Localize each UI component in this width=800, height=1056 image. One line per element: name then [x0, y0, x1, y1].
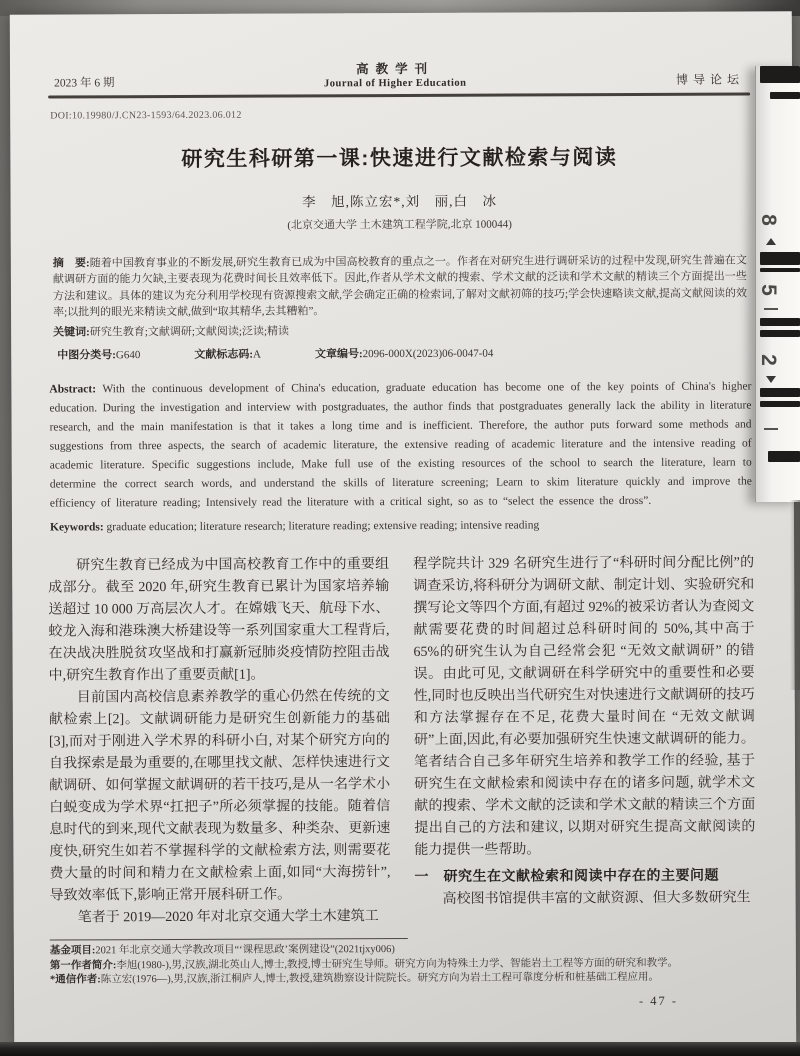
ruler	[755, 66, 800, 502]
journal-column: 博导论坛	[675, 72, 745, 87]
section-heading-1: 一 研究生在文献检索和阅读中存在的主要问题	[414, 866, 720, 884]
abstract-cn	[53, 252, 747, 321]
ruler-band	[760, 330, 800, 337]
clc-number: 中图分类号:G640	[57, 348, 141, 362]
abstract-en	[49, 377, 752, 513]
ruler-triangle-icon	[766, 238, 776, 245]
right-column	[413, 552, 756, 927]
ruler-band	[760, 401, 800, 407]
article-title: 研究生科研第一课:快速进行文献检索与阅读	[181, 145, 618, 171]
ruler-tick	[764, 308, 778, 310]
footnote-rule	[50, 937, 408, 940]
author-affiliation: (北京交通大学 土木建筑工程学院,北京 100044)	[287, 218, 512, 232]
keywords-en	[50, 518, 752, 533]
author-list: 李 旭,陈立宏*,刘 丽,白 冰	[302, 193, 498, 209]
left-column	[48, 554, 391, 929]
corresponding-author-bio: *通信作者:陈立宏(1976—),男,汉族,浙江桐庐人,博士,教授,建筑勘察设计院院长。研究方向为岩土工程可靠度分析和桩基础工程应用。	[49, 971, 659, 986]
journal-name-cn: 高教学刊	[356, 61, 435, 77]
abstract-cn-label: 摘 要:	[52, 256, 90, 270]
keywords-cn-label: 关键词:	[53, 325, 90, 339]
ruler-band	[768, 451, 800, 462]
ruler-number-2: 2	[756, 354, 780, 366]
doi-line: DOI:10.19980/J.CN23-1593/64.2023.06.012	[50, 109, 242, 122]
journal-header	[46, 57, 752, 90]
header-rule	[48, 92, 750, 98]
body-text	[48, 552, 756, 929]
paragraph-survey-continued: 程学院共计 329 名研究生进行了“科研时间分配比例”的调查采访,将科研分为调研文献、制定计划、实验研究和撰写论文等四个方面,有超过 92%的被采访者认为查阅文献需要花费的时间超过总科研时间的 50%,其中高于 65%的研究生认为自己经常会犯 “无效文献调研” 的错误。由此可见, 文献调研在科学研究中的重要性和必要性,同时也反映出当代研究生对快速进行文献调研的技巧和方法掌握存在不足, 花费大量时间在 “无效文献调研”上面,因此,有必要加强研究生快速文献调研的能力。笔者结合自己多年研究生培养和教学工作的经验, 基于研究生在文献检索和阅读中存在的诸多问题, 就学术文献的搜索、学术文献的泛读和学术文献的精读三个方面提出自己的方法和建议, 以期对研究生提高文献阅读的能力提供一些帮助。	[413, 554, 756, 858]
paragraph-background: 目前国内高校信息素养教学的重心仍然在传统的文献检索上[2]。文献调研能力是研究生创新能力的基础[3],而对于刚进入学术界的科研小白, 对某个研究方向的自我探索是最为重要的,在哪里找文献、怎样快速进行文献调研、如何掌握文献调研的若干技巧,是从一名学术小白蜕变成为学术界“扛把子”所必须掌握的技能。随着信息时代的到来,现代文献表现为数量多、种类杂、更新速度快,研究生如若不掌握科学的文献检索方法, 则需要花费大量的时间和精力在文献检索上面,如同“大海捞针”,导致效率低下,影响正常开展科研工作。	[48, 688, 391, 904]
fund-project: 基金项目:2021 年北京交通大学教改项目“‘课程思政’案例建设”(2021tjxy006)	[49, 944, 395, 957]
paragraph-section1-start: 高校图书馆提供丰富的文献资源、但大多数研究生	[442, 889, 751, 907]
ruler-triangle-icon	[766, 376, 776, 383]
keywords-cn-text: 研究生教育;文献调研;文献阅读;泛读;精读	[89, 324, 290, 338]
abstract-en-text: With the continuous development of China's education, graduate education has become one of the key points of China's higher education. During the investigation and interview with postgraduates, the author finds that postgraduates generally lack the ability in literature research, and the main manifestation is that it takes a long time and is inefficient. Therefore, the author puts forward some methods and suggestions from three aspects, the search of academic literature, the extensive reading of academic literature and the intensive reading of academic literature. Specific suggestions include, Make full use of the existing resources of the school to search the literature, learn to determine the correct search words, and understand the skills of literature screening; Learn to skim literature quickly and improve the efficiency of literature reading; Intensively read the literature with a critical sight, so as to “select the essence the dross”.	[49, 379, 752, 510]
abstract-cn-text: 随着中国教育事业的不断发展,研究生教育已成为中国高校教育的重点之一。作者在对研究生进行调研采访的过程中发现,研究生普遍在文献调研方面的能力欠缺,主要表现为花费时间长且效率低下。因此,作者从学术文献的搜索、学术文献的泛读和学术文献的精读三个方面提出一些方法和建议。具体的建议为充分利用学校现有资源搜索文献,学会确定正确的检索词,了解对文献初筛的技巧;学会快速略读文献,提高文献阅读的效率;以批判的眼光来精读文献,做到“取其精华,去其糟粕”。	[52, 253, 748, 319]
page-number: - 47 -	[638, 993, 679, 1008]
ruler-band	[760, 66, 800, 83]
keywords-cn	[53, 320, 747, 339]
ruler-band	[760, 268, 800, 272]
ruler-band	[770, 92, 800, 99]
paragraph-intro: 研究生教育已经成为中国高校教育工作中的重要组成部分。截至 2020 年,研究生教育已累计为国家培养输送超过 10 000 万高层次人才。在嫦娥飞天、航母下水、蛟龙入海和港珠澳大桥建设等一系列国家重大工程背后,在决战决胜脱贫攻坚战和打赢新冠肺炎疫情防控阻击战中,研究生教育作出了重要贡献[1]。	[48, 556, 390, 684]
journal-issue: 2023 年 6 期	[54, 77, 115, 90]
ruler-tick	[764, 428, 778, 430]
footnote-block	[50, 936, 756, 1011]
article-id: 文章编号:2096-000X(2023)06-0047-04	[314, 347, 494, 360]
classification-line	[57, 343, 747, 362]
keywords-en-text: graduate education; literature research; literature reading; extensive reading; intensive reading	[106, 518, 540, 533]
ruler-band	[760, 318, 800, 326]
abstract-en-label: Abstract:	[49, 382, 97, 396]
document-code: 文献标志码:A	[194, 348, 262, 361]
journal-name	[114, 58, 676, 90]
ruler-band	[760, 388, 800, 397]
ruler-band	[760, 252, 800, 265]
journal-name-en: Journal of Higher Education	[323, 77, 467, 90]
paragraph-survey-start: 笔者于 2019—2020 年对北京交通大学土木建筑工	[77, 908, 379, 925]
ruler-number-8: 8	[756, 214, 780, 226]
paper-page	[10, 11, 796, 1045]
photo-edge-shadow	[790, 500, 800, 690]
table-surface-bottom	[0, 1042, 800, 1056]
ruler-number-5: 5	[756, 284, 780, 296]
first-author-bio: 第一作者简介:李旭(1980-),男,汉族,湖北英山人,博士,教授,博士研究生导师。研究方向为特殊土力学、智能岩土工程等方面的研究和教学。	[49, 957, 679, 972]
keywords-en-label: Keywords:	[49, 520, 104, 534]
